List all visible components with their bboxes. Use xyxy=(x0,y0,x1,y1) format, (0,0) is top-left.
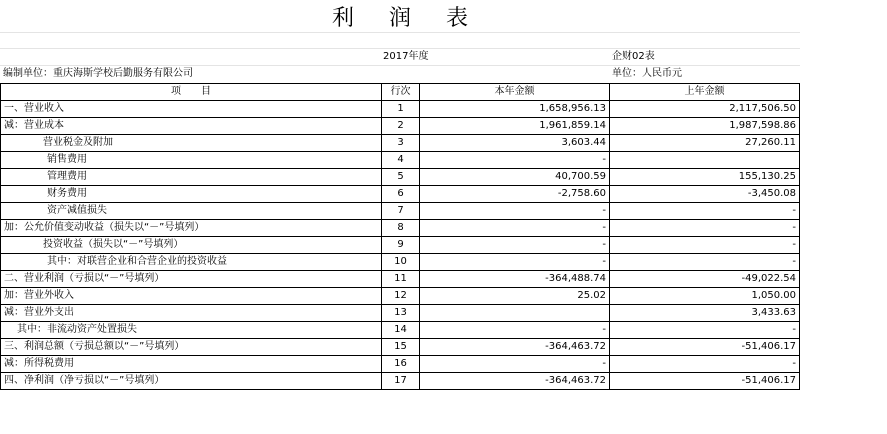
row-number: 6 xyxy=(382,186,420,203)
table-row xyxy=(1,118,800,135)
current-amount: - xyxy=(420,203,610,220)
row-item-label: 营业税金及附加 xyxy=(1,135,382,152)
row-number: 10 xyxy=(382,254,420,271)
row-item-label: 加：营业外收入 xyxy=(1,288,382,305)
row-number: 3 xyxy=(382,135,420,152)
current-amount: - xyxy=(420,220,610,237)
row-item-label: 四、净利润（净亏损以“－”号填列） xyxy=(1,373,382,390)
row-item-label: 财务费用 xyxy=(1,186,382,203)
header-item: 项 目 xyxy=(1,84,382,101)
currency-unit: 单位：人民币元 xyxy=(612,68,682,79)
row-number: 14 xyxy=(382,322,420,339)
previous-amount: - xyxy=(610,254,800,271)
company-name: 编制单位：重庆海斯学校后勤服务有限公司 xyxy=(3,68,193,79)
report-title: 利 润 表 xyxy=(332,5,482,31)
row-number: 17 xyxy=(382,373,420,390)
table-row xyxy=(1,322,800,339)
previous-amount: - xyxy=(610,220,800,237)
table-row xyxy=(1,356,800,373)
row-number: 2 xyxy=(382,118,420,135)
report-period: 2017年度 xyxy=(383,51,429,62)
row-item-label: 销售费用 xyxy=(1,152,382,169)
previous-amount: 2,117,506.50 xyxy=(610,101,800,118)
current-amount: - xyxy=(420,322,610,339)
row-number: 11 xyxy=(382,271,420,288)
table-row xyxy=(1,237,800,254)
row-item-label: 一、营业收入 xyxy=(1,101,382,118)
row-number: 5 xyxy=(382,169,420,186)
header-previous-amount: 上年金额 xyxy=(610,84,800,101)
row-number: 9 xyxy=(382,237,420,254)
row-item-label: 减：所得税费用 xyxy=(1,356,382,373)
header-current-amount: 本年金额 xyxy=(420,84,610,101)
current-amount: -364,488.74 xyxy=(420,271,610,288)
table-row xyxy=(1,101,800,118)
current-amount: - xyxy=(420,254,610,271)
previous-amount: 1,987,598.86 xyxy=(610,118,800,135)
current-amount xyxy=(420,305,610,322)
previous-amount: -3,450.08 xyxy=(610,186,800,203)
previous-amount xyxy=(610,152,800,169)
previous-amount: - xyxy=(610,322,800,339)
table-row xyxy=(1,152,800,169)
header-row-number: 行次 xyxy=(382,84,420,101)
row-item-label: 减：营业外支出 xyxy=(1,305,382,322)
table-row xyxy=(1,373,800,390)
table-row xyxy=(1,288,800,305)
table-row xyxy=(1,135,800,152)
current-amount: 1,658,956.13 xyxy=(420,101,610,118)
current-amount: - xyxy=(420,237,610,254)
current-amount: 1,961,859.14 xyxy=(420,118,610,135)
previous-amount: 27,260.11 xyxy=(610,135,800,152)
current-amount: - xyxy=(420,356,610,373)
row-number: 12 xyxy=(382,288,420,305)
row-number: 8 xyxy=(382,220,420,237)
row-item-label: 其中：对联营企业和合营企业的投资收益 xyxy=(1,254,382,271)
previous-amount: -49,022.54 xyxy=(610,271,800,288)
previous-amount: -51,406.17 xyxy=(610,339,800,356)
row-item-label: 管理费用 xyxy=(1,169,382,186)
table-row xyxy=(1,186,800,203)
row-number: 7 xyxy=(382,203,420,220)
row-item-label: 加：公允价值变动收益（损失以“－”号填列） xyxy=(1,220,382,237)
table-header-row xyxy=(1,84,800,101)
row-item-label: 三、利润总额（亏损总额以“－”号填列） xyxy=(1,339,382,356)
row-item-label: 其中：非流动资产处置损失 xyxy=(1,322,382,339)
previous-amount: 3,433.63 xyxy=(610,305,800,322)
row-number: 16 xyxy=(382,356,420,373)
row-item-label: 减：营业成本 xyxy=(1,118,382,135)
row-number: 1 xyxy=(382,101,420,118)
table-row xyxy=(1,254,800,271)
current-amount: -364,463.72 xyxy=(420,373,610,390)
row-item-label: 资产减值损失 xyxy=(1,203,382,220)
current-amount: - xyxy=(420,152,610,169)
previous-amount: 155,130.25 xyxy=(610,169,800,186)
previous-amount: 1,050.00 xyxy=(610,288,800,305)
current-amount: 25.02 xyxy=(420,288,610,305)
current-amount: -2,758.60 xyxy=(420,186,610,203)
current-amount: -364,463.72 xyxy=(420,339,610,356)
table-row xyxy=(1,203,800,220)
previous-amount: -51,406.17 xyxy=(610,373,800,390)
row-item-label: 二、营业利润（亏损以“－”号填列） xyxy=(1,271,382,288)
table-row xyxy=(1,169,800,186)
gridline xyxy=(0,32,800,33)
table-row xyxy=(1,271,800,288)
row-number: 13 xyxy=(382,305,420,322)
row-number: 15 xyxy=(382,339,420,356)
previous-amount: - xyxy=(610,237,800,254)
current-amount: 40,700.59 xyxy=(420,169,610,186)
current-amount: 3,603.44 xyxy=(420,135,610,152)
title-row xyxy=(0,0,800,32)
table-row xyxy=(1,220,800,237)
income-statement-table xyxy=(0,83,800,390)
row-number: 4 xyxy=(382,152,420,169)
row-item-label: 投资收益（损失以“－”号填列） xyxy=(1,237,382,254)
table-row xyxy=(1,339,800,356)
previous-amount: - xyxy=(610,356,800,373)
table-row xyxy=(1,305,800,322)
previous-amount: - xyxy=(610,203,800,220)
form-code: 企财02表 xyxy=(612,51,655,62)
